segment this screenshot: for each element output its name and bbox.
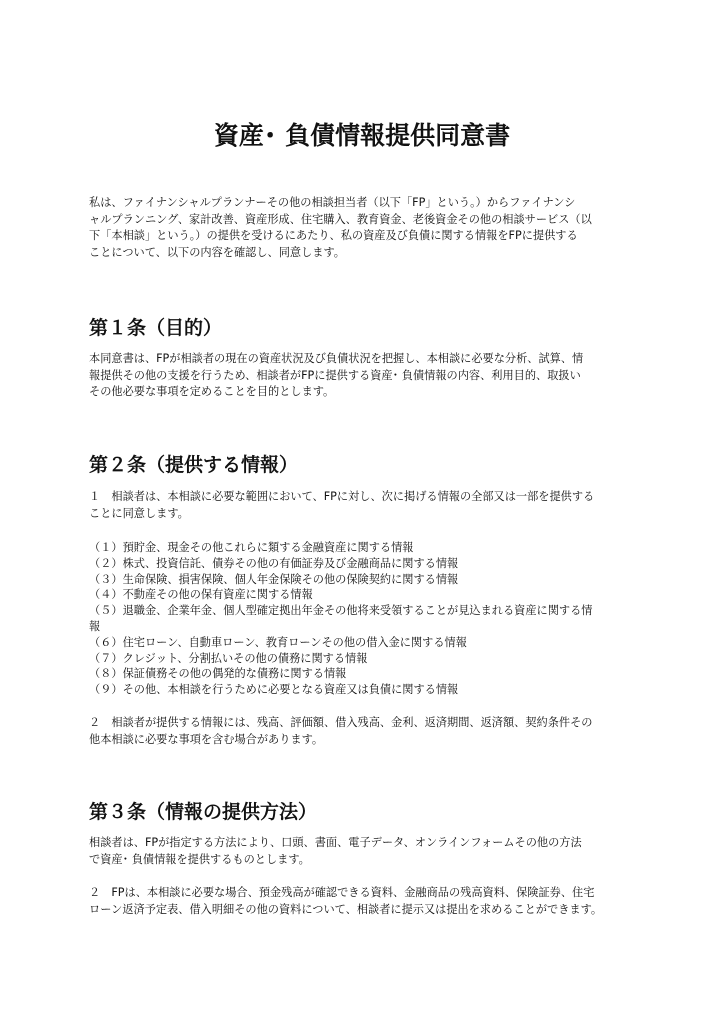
article-3-paragraph-1: 相談者は、FPが指定する方法により、口頭、書面、電子データ、オンラインフォームその他の方法 で資産･ 負債情報を提供するものとします。	[89, 836, 582, 866]
list-item: （６）住宅ローン、自動車ローン、教育ローンその他の借入金に関する情報	[89, 635, 467, 649]
document-title: 資産･ 負債情報提供同意書	[213, 121, 511, 150]
list-item: （５）退職金、企業年金、個人型確定拠出年金その他将来受領することが見込まれる資産に関する情 報	[89, 604, 593, 633]
article-2-paragraph-1: １ 相談者は、本相談に必要な範囲において、FPに対し、次に掲げる情報の全部又は一部を提供する ことに同意します。	[89, 490, 595, 520]
article-2-paragraph-2: ２ 相談者が提供する情報には、残高、評価額、借入残高、金利、返済期間、返済額、契約条件その 他本相談に必要な事項を含む場合があります。	[89, 716, 593, 746]
list-item: （２）株式、投資信託、債券その他の有価証券及び金融商品に関する情報	[89, 556, 459, 570]
list-item: （７）クレジット、分割払いその他の債務に関する情報	[89, 651, 368, 665]
article-1-heading: 第１条（目的）	[89, 317, 223, 339]
list-item: （１）預貯金、現金その他これらに類する金融資産に関する情報	[89, 541, 414, 554]
list-item: （９）その他、本相談を行うために必要となる資産又は負債に関する情報	[89, 683, 459, 697]
list-item: （４）不動産その他の保有資産に関する情報	[89, 588, 313, 602]
article-3-paragraph-2: ２ FPは、本相談に必要な場合、預金残高が確認できる資料、金融商品の残高資料、保険証券、住宅 ローン返済予定表、借入明細その他の資料について、相談者に提示又は提出を求めることができます。	[89, 886, 603, 916]
list-item: （８）保証債務その他の偶発的な債務に関する情報	[89, 667, 347, 681]
article-1-body: 本同意書は、FPが相談者の現在の資産状況及び負債状況を把握し、本相談に必要な分析、試算、情 報提供その他の支援を行うため、相談者がFPに提供する資産･ 負債情報の内容、利用目的、取扱い その他必要な事項を定めることを目的とします。	[89, 352, 584, 398]
article-3-heading: 第３条（情報の提供方法）	[89, 801, 318, 823]
article-2-item-list	[89, 540, 637, 698]
intro-paragraph: 私は、ファイナンシャルプランナーその他の相談担当者（以下「FP」という。）からファイナンシ ャルプランニング、家計改善、資産形成、住宅購入、教育資金、老後資金その他の相談サービス（以 下「本相談」という。）の提供を受けるにあたり、私の資産及び負債に関する情報をFPに提供する ことについて、以下の内容を確認し、同意します。	[89, 196, 592, 259]
list-item: （３）生命保険、損害保険、個人年金保険その他の保険契約に関する情報	[89, 572, 459, 586]
article-2-heading: 第２条（提供する情報）	[89, 454, 299, 476]
